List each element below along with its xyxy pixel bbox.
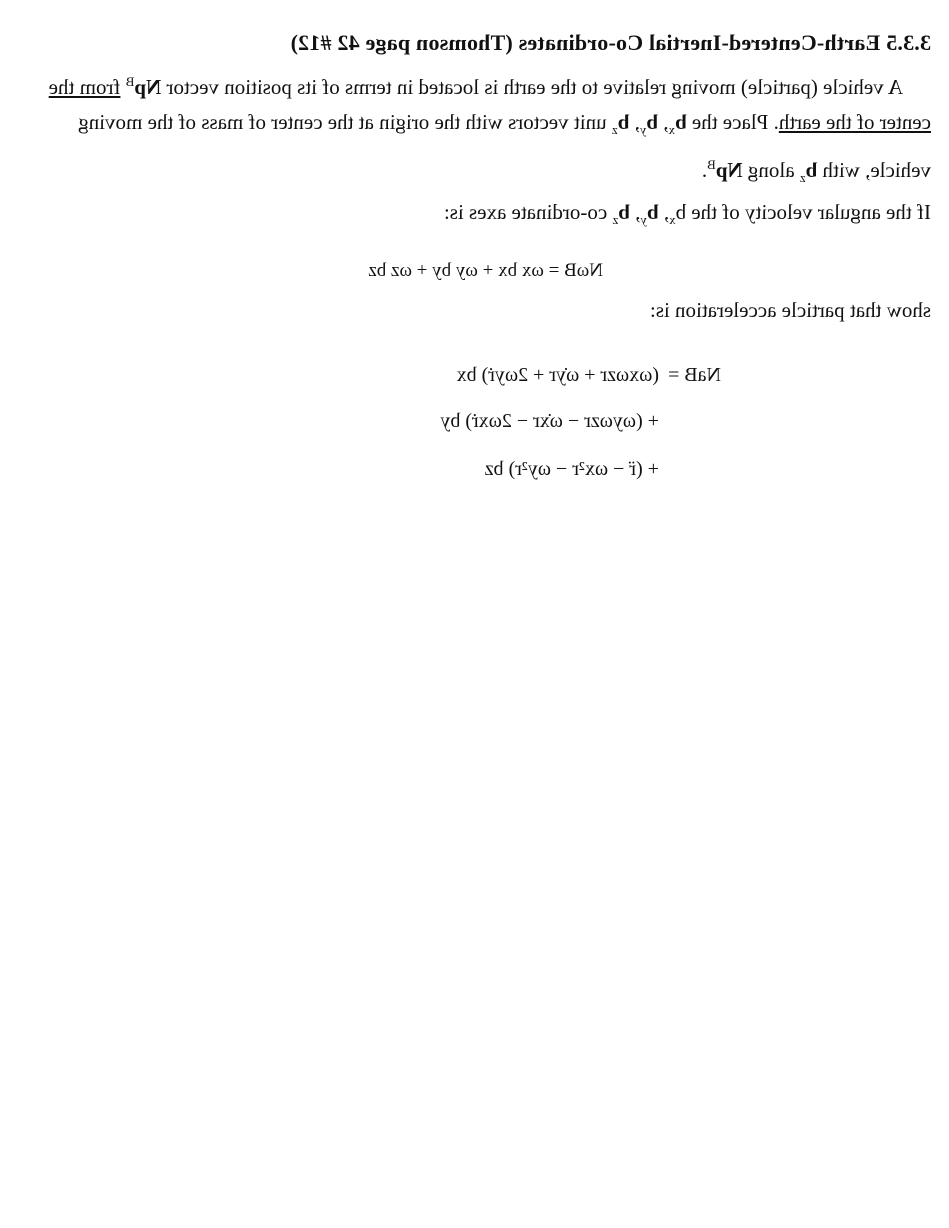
problem-paragraph: A vehicle (particle) moving relative to the earth is located in terms of its position vector $Np^B$ from the center of the earth. Place the $b_x$, $b_y$, $b_z$ unit vectors with the origin at the center of mass of the moving vehicle, with $b_z$ along $Np^B$. xyxy=(48,74,931,186)
acceleration-equation-line-2: + (ωyωzr − ω̇xr − 2ωxṙ) by xyxy=(440,410,659,432)
acceleration-equation-line-1: NaB =(ωxωzr + ω̇yr + 2ωyṙ) bx xyxy=(456,364,721,386)
angular-velocity-intro: If the angular velocity of the $b_x$, $b_y$, $b_z$ co-ordinate axes is: xyxy=(443,200,931,228)
document-body xyxy=(11,30,931,480)
angular-velocity-equation: NωB = ωx bx + ωy by + ωz bz xyxy=(368,260,603,281)
acceleration-equation-line-3: + (r̈ − ωx²r − ωy²r) bz xyxy=(484,458,659,480)
acceleration-intro: show that particle acceleration is: xyxy=(649,298,931,322)
section-heading: 3.3.5 Earth-Centered-Inertial Co-ordinates (Thomson page 42 #12) xyxy=(290,30,931,55)
underlined-phrase: from the center of the earth xyxy=(48,75,931,134)
